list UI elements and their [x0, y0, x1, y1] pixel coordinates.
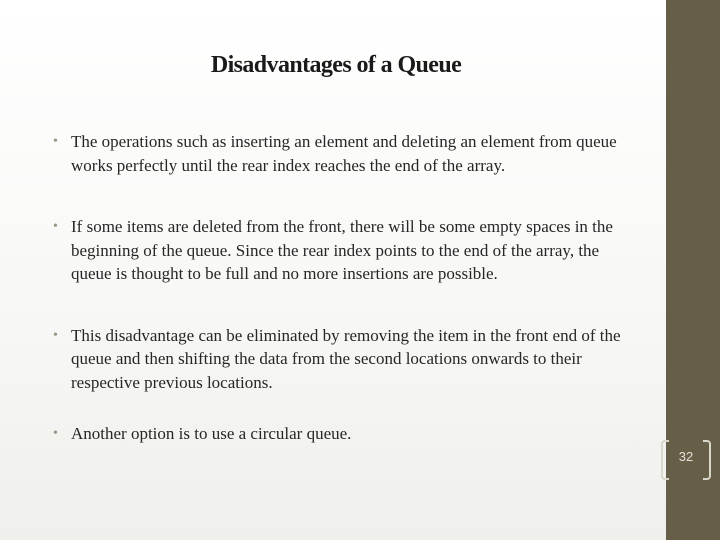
page-number: 32 [678, 449, 694, 464]
bullet-text: If some items are deleted from the front, there will be some empty spaces in the beginning of the queue. Since the rear index points to the end of the array, the queue is thought to be full and no more insertions are possible. [71, 217, 613, 283]
bullet-item [53, 422, 633, 446]
bullet-item [53, 215, 633, 286]
bullet-icon: • [53, 219, 58, 234]
page-number-badge [661, 440, 711, 476]
bullet-item [53, 324, 633, 395]
slide-title: Disadvantages of a Queue [210, 52, 462, 78]
bullet-icon: • [53, 134, 58, 149]
bullet-text: The operations such as inserting an element and deleting an element from queue works perfectly until the rear index reaches the end of the array. [71, 132, 617, 175]
bullet-icon: • [53, 426, 58, 441]
bullet-list [53, 130, 633, 446]
bullet-text: Another option is to use a circular queue. [71, 424, 352, 443]
bullet-item [53, 130, 633, 177]
bullet-icon: • [53, 327, 58, 343]
bullet-text: This disadvantage can be eliminated by removing the item in the front end of the queue and then shifting the data from the second locations onwards to their respective previous locations. [71, 325, 621, 392]
